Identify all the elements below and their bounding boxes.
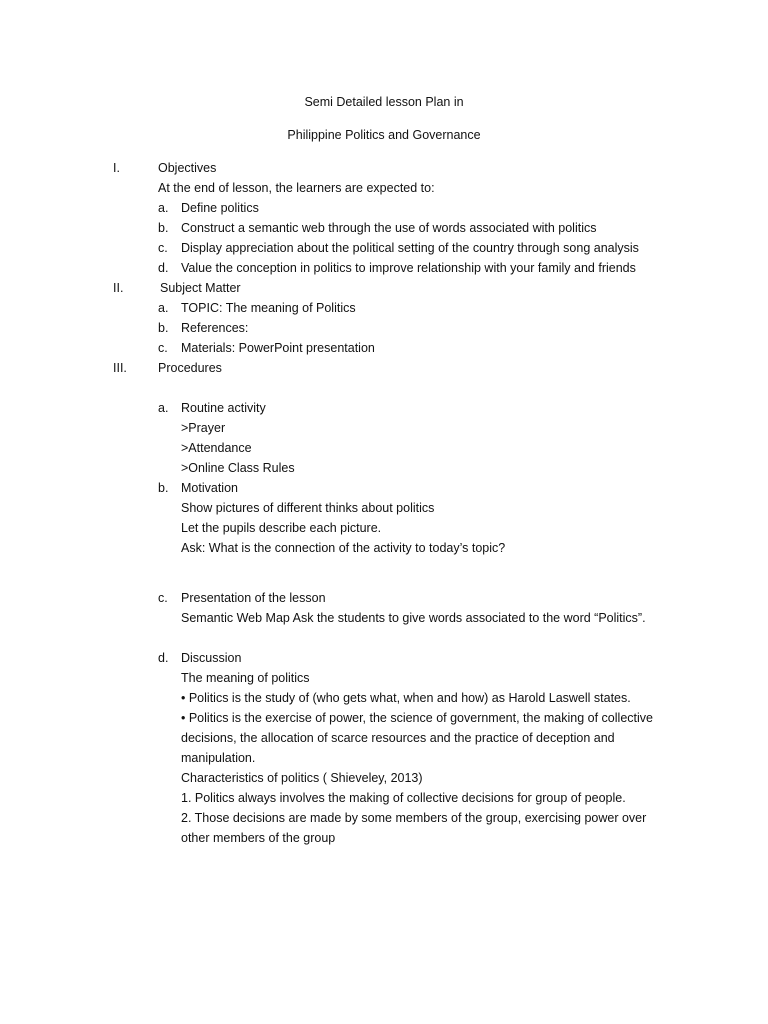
procedure-heading-presentation: Presentation of the lesson	[181, 591, 326, 605]
section-heading-objectives: Objectives	[158, 161, 217, 175]
procedure-heading-routine: Routine activity	[181, 401, 266, 415]
routine-line: >Online Class Rules	[181, 461, 295, 475]
discussion-line: • Politics is the exercise of power, the science of government, the making of collective	[181, 711, 653, 725]
objective-item: Construct a semantic web through the use of words associated with politics	[181, 221, 597, 235]
objective-item: Display appreciation about the political setting of the country through song analysis	[181, 241, 639, 255]
routine-line: >Attendance	[181, 441, 252, 455]
subject-matter-letter: c.	[158, 341, 168, 355]
objective-item: Define politics	[181, 201, 259, 215]
discussion-line: The meaning of politics	[181, 671, 310, 685]
objective-letter: b.	[158, 221, 169, 235]
document-title: Semi Detailed lesson Plan in	[304, 95, 464, 109]
subject-matter-letter: b.	[158, 321, 169, 335]
presentation-line: Semantic Web Map Ask the students to give words associated to the word “Politics”.	[181, 611, 646, 625]
discussion-line: manipulation.	[181, 751, 256, 765]
objective-letter: a.	[158, 201, 169, 215]
document-subject: Philippine Politics and Governance	[287, 128, 481, 142]
subject-matter-item: TOPIC: The meaning of Politics	[181, 301, 356, 315]
discussion-line: decisions, the allocation of scarce resources and the practice of deception and	[181, 731, 615, 745]
procedure-letter: d.	[158, 651, 169, 665]
procedure-letter: c.	[158, 591, 168, 605]
subject-matter-letter: a.	[158, 301, 169, 315]
procedure-letter: b.	[158, 481, 169, 495]
discussion-line: Characteristics of politics ( Shieveley, 2013)	[181, 771, 423, 785]
section-heading-subject-matter: Subject Matter	[160, 281, 241, 295]
subject-matter-item: Materials: PowerPoint presentation	[181, 341, 375, 355]
objectives-intro: At the end of lesson, the learners are expected to:	[158, 181, 435, 195]
discussion-line: 2. Those decisions are made by some members of the group, exercising power over	[181, 811, 647, 825]
section-numeral-procedures: III.	[113, 361, 127, 375]
motivation-line: Ask: What is the connection of the activity to today’s topic?	[181, 541, 506, 555]
subject-matter-item: References:	[181, 321, 249, 335]
section-numeral-objectives: I.	[113, 161, 120, 175]
section-numeral-subject-matter: II.	[113, 281, 124, 295]
procedure-heading-discussion: Discussion	[181, 651, 242, 665]
discussion-line: • Politics is the study of (who gets what, when and how) as Harold Laswell states.	[181, 691, 631, 705]
objective-item: Value the conception in politics to improve relationship with your family and friends	[181, 261, 636, 275]
motivation-line: Show pictures of different thinks about politics	[181, 501, 435, 515]
objective-letter: d.	[158, 261, 169, 275]
routine-line: >Prayer	[181, 421, 226, 435]
objective-letter: c.	[158, 241, 168, 255]
section-heading-procedures: Procedures	[158, 361, 222, 375]
discussion-line: 1. Politics always involves the making of collective decisions for group of people.	[181, 791, 626, 805]
procedure-letter: a.	[158, 401, 169, 415]
motivation-line: Let the pupils describe each picture.	[181, 521, 382, 535]
discussion-line: other members of the group	[181, 831, 336, 845]
procedure-heading-motivation: Motivation	[181, 481, 238, 495]
